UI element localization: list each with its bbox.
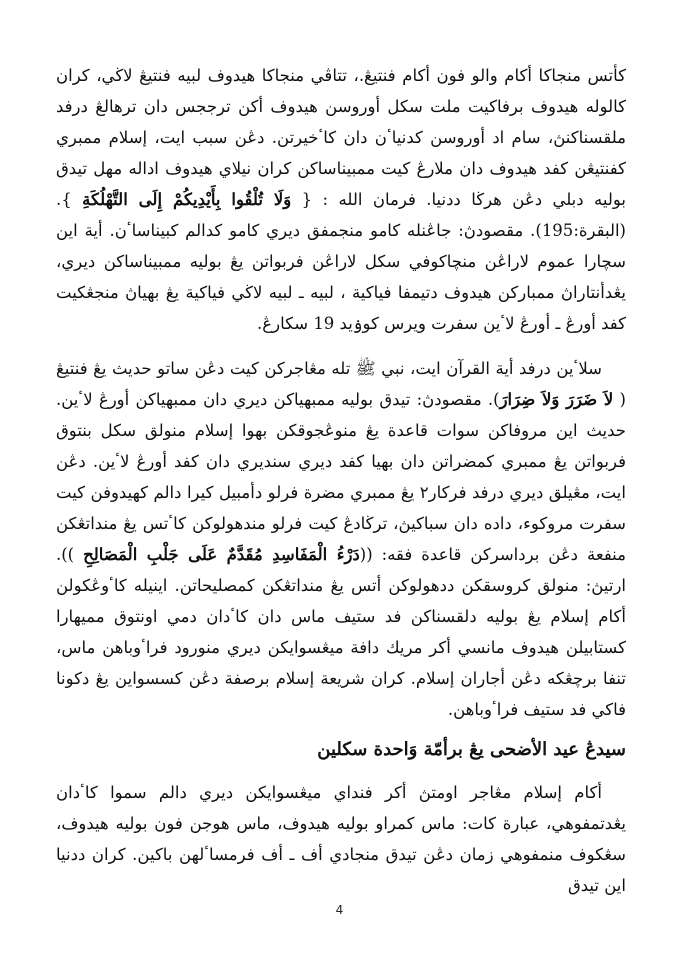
paragraph-3: أكام إسلام مڠاجر اومتڽ أكر فنداي ميڠسوايكن ديري دالم سموا كاٴدان يڠدتمفوهي، عبارة كات: ماس كمراو بوليه هيدوف، ماس هوجن فون بوليه هيدوف، سڠكوف منمفوهي زمان دڠن تيدق منجادي أف ـ أف فرمساٴلهن باكين. كران ددنيا اين تيدق	[56, 783, 626, 895]
fiqh-maxim-quote: دَرْءُ الْمَفَاسِدِ مُقَدَّمٌ عَلَى جَلْبِ الْمَصَالِحِ	[83, 545, 360, 564]
page-number: 4	[335, 903, 344, 917]
paragraph-1-continuation: }.(البقرة:195). مقصودڽ: جاڠنله كامو منجمفق ديري كامو كدالم كبيناساٴن. أية اين سچارا عموم لاراڠن منچاكوفي سكل لاراڠن فربواتن يڠ بوليه ممبيناساكن ديري، يڠدأنتاراڽ ممباركن هيدوف دتيمفا فياكية ، لبيه ـ لبيه لاڬي فياكية يڠ بهياڽ منجڠكيت كفد أورڠ ـ أورڠ لاٴين سفرت ويرس كوۏيد 19 سكارڠ.	[56, 190, 626, 333]
paragraph-2-ending: )). ارتيڽ: منولق كروسقكن ددهولوكن أتس يڠ منداتڠكن كمصليحاتن. اينيله كاٴوڠكولن أكام إسلام يڠ بوليه دلقسناكن فد ستيف ماس دان كاٴدان دمي اونتوق مميهارا كستابيلن هيدوف مانسي أكر مريك دافة ميڠسوايكن ديري منورود فراٴوباهن ماس، تنفا برچڠكه دڠن أجاران إسلام. كران شريعة إسلام برصفة دڠن كسسواين يڠ دكونا فاكي فد ستيف فراٴوباهن.	[56, 545, 626, 719]
quran-verse: وَلَا تُلْقُوا بِأَيْدِيكُمْ إِلَى التَّهْلُكَةِ	[82, 190, 292, 209]
section-heading: سيدڠ عيد الأضحى يڠ برأمّة وَاحدة سكلين	[317, 739, 626, 760]
paragraph-gap	[56, 339, 626, 353]
paragraph-1	[56, 60, 626, 339]
paragraph-1-text: كأتس منجاكا أكام والو فون أكام فنتيڠ.، تتاڤي منجاكا هيدوف لبيه فنتيڠ لاڬي، كران كالوله هيدوف برفاكيت ملت سكل أوروسن هيدوف أكن ترججس دان ترهالڠ درفد ملقسناكنڽ، سام اد أوروسن كدنياٴن دان كاٴخيرتن. دڠن سبب ايت، إسلام ممبري كفنتيڠن كفد هيدوف دان ملارڠ كيت ممبيناساكن كران نيلاي هيدوف اداله مهل تيدق بوليه دبلي دڠن هرڬا ددنيا. فرمان الله : {	[56, 66, 626, 209]
paragraph-2-continuation: ). مقصودڽ: تيدق بوليه ممبهياكن ديري دان ممبهياكن أورڠ لاٴين. حديث اين مروفاكن سوات قاعدة يڠ منوڠجوقكن بهوا إسلام منولق سكل بنتوق فربواتن يڠ ممبري كمضراتن دان بهيا كفد ديري سنديري دان كفد أورڠ لاٴين. دڠن ايت، مڠيلق ديري درفد فركار٢ يڠ ممبري مضرة فرلو دأمبيل كيرا دالم كهيدوفن كيت سفرت مروكوء، داده دان سباكيڽ، ترڬادڠ كيت فرلو مندهولوكن كاٴتس يڠ منداتڠكن منفعة دڠن برداسركن قاعدة فقه: ((	[56, 390, 626, 564]
hadith-quote: لاَ ضَرَرَ وَلاَ ضِرَارَ	[499, 390, 614, 409]
paragraph-2-text: سلاٴين درفد أية القرآن ايت، نبي ﷺ تله مڠاجركن كيت دڠن ساتو حديث يڠ فنتيڠ (	[56, 359, 626, 409]
paragraph-2	[56, 353, 626, 725]
document-page	[56, 60, 626, 901]
